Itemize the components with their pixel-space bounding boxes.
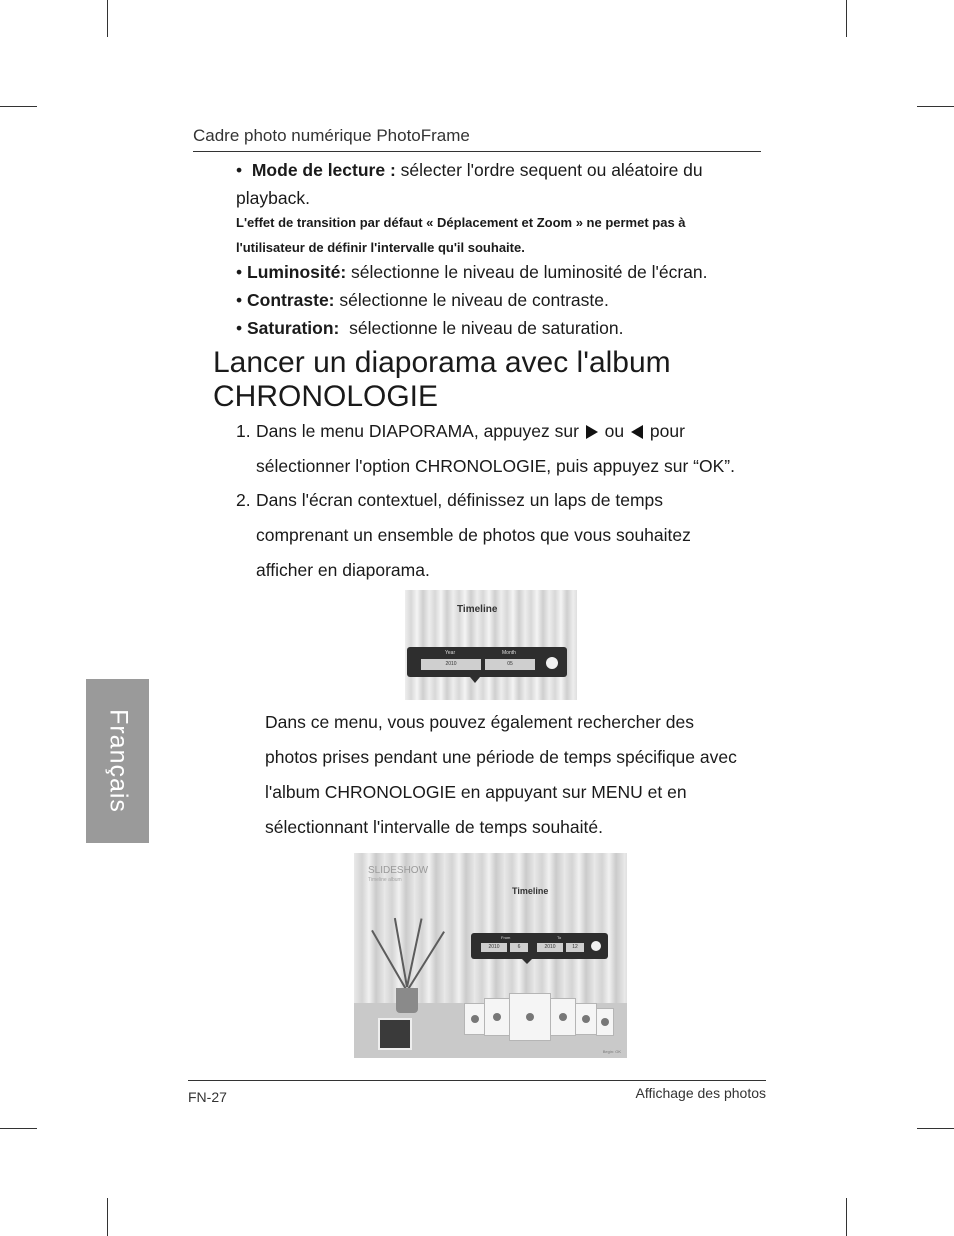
album-icon bbox=[471, 1015, 479, 1023]
section-title bbox=[213, 346, 671, 414]
crop-mark bbox=[917, 1128, 954, 1129]
step-text: sélectionner l'option CHRONOLOGIE, puis appuyez sur “OK”. bbox=[256, 456, 735, 476]
year-label: Year bbox=[445, 650, 456, 656]
playback-mode-label: Mode de lecture : bbox=[251, 160, 396, 180]
section-title-line1: Lancer un diaporama avec l'album bbox=[213, 346, 671, 379]
arrow-left-icon bbox=[631, 425, 643, 439]
to-year-field: 2010 bbox=[537, 943, 563, 952]
option-contrast bbox=[236, 286, 609, 314]
popup-pointer bbox=[470, 677, 480, 683]
step-text: comprenant un ensemble de photos que vous souhaitez bbox=[256, 525, 691, 545]
bullet: • bbox=[236, 160, 252, 180]
screenshot-title: Timeline bbox=[512, 886, 549, 896]
step-text: ou bbox=[604, 421, 625, 441]
arrow-right-icon bbox=[586, 425, 598, 439]
screenshot-title: Timeline bbox=[457, 604, 498, 615]
album-icon bbox=[601, 1018, 609, 1026]
step-number: 1. bbox=[236, 421, 251, 441]
photo-frame-icon bbox=[378, 1018, 412, 1050]
year-field: 2010 bbox=[421, 659, 481, 670]
header-title: Cadre photo numérique PhotoFrame bbox=[193, 126, 470, 145]
plant-pot bbox=[396, 988, 418, 1013]
language-label: Français bbox=[104, 709, 132, 813]
to-month-field: 12 bbox=[566, 943, 584, 952]
from-label: From bbox=[501, 935, 511, 940]
playback-mode-item bbox=[236, 156, 756, 212]
album-icon bbox=[493, 1013, 501, 1021]
section-title-line2: CHRONOLOGIE bbox=[213, 380, 439, 413]
month-label: Month bbox=[502, 650, 516, 656]
ok-icon bbox=[546, 657, 558, 669]
crop-mark bbox=[846, 1198, 847, 1236]
album-icon bbox=[559, 1013, 567, 1021]
to-label: To bbox=[557, 935, 562, 940]
screenshot-footer: Begin: OK bbox=[602, 1049, 621, 1054]
page-header bbox=[193, 126, 761, 152]
popup-pointer bbox=[522, 959, 532, 964]
step-text: afficher en diaporama. bbox=[256, 560, 430, 580]
album-icon bbox=[526, 1013, 534, 1021]
crop-mark bbox=[917, 106, 954, 107]
crop-mark bbox=[107, 1198, 108, 1236]
playback-mode-text: sélecter l'ordre sequent ou aléatoire du playback. bbox=[236, 160, 708, 208]
screenshot-brand-sub: Timeline album bbox=[368, 877, 402, 883]
paragraph-line: sélectionnant l'intervalle de temps souhaité. bbox=[265, 817, 603, 837]
option-text: sélectionne le niveau de saturation. bbox=[339, 318, 624, 338]
crop-mark bbox=[0, 1128, 37, 1129]
option-luminosity bbox=[236, 258, 708, 286]
from-month-field: 6 bbox=[510, 943, 528, 952]
option-label: Contraste: bbox=[247, 290, 335, 310]
step-2 bbox=[236, 483, 776, 588]
plant-leaf bbox=[394, 918, 408, 987]
bullet: • bbox=[236, 290, 247, 310]
timeline-popup bbox=[407, 647, 567, 677]
slideshow-screenshot bbox=[354, 853, 627, 1058]
step-text: Dans le menu DIAPORAMA, appuyez sur bbox=[256, 421, 579, 441]
album-icon bbox=[582, 1015, 590, 1023]
bullet: • bbox=[236, 262, 247, 282]
timeline-screenshot bbox=[405, 590, 577, 700]
footer-section: Affichage des photos bbox=[635, 1085, 766, 1101]
album-card bbox=[550, 998, 576, 1036]
option-text: sélectionne le niveau de luminosité de l'écran. bbox=[346, 262, 708, 282]
option-saturation bbox=[236, 314, 623, 342]
option-label: Saturation: bbox=[247, 318, 340, 338]
crop-mark bbox=[107, 0, 108, 37]
album-card bbox=[484, 998, 510, 1036]
step-text: pour bbox=[649, 421, 685, 441]
bullet: • bbox=[236, 318, 247, 338]
screenshot-brand: SLIDESHOW bbox=[368, 865, 429, 876]
album-card bbox=[575, 1003, 597, 1035]
ok-icon bbox=[591, 941, 601, 951]
album-card bbox=[464, 1003, 486, 1035]
option-label: Luminosité: bbox=[247, 262, 347, 282]
search-paragraph bbox=[265, 705, 785, 845]
step-text: Dans l'écran contextuel, définissez un laps de temps bbox=[256, 490, 664, 510]
step-1 bbox=[236, 414, 776, 484]
option-text: sélectionne le niveau de contraste. bbox=[334, 290, 609, 310]
transition-note: L'effet de transition par défaut « Déplacement et Zoom » ne permet pas à l'utilisateur de définir l'intervalle qu'il souhaite. bbox=[236, 215, 686, 255]
album-card bbox=[509, 993, 551, 1041]
paragraph-line: Dans ce menu, vous pouvez également rechercher des bbox=[265, 712, 694, 732]
paragraph-line: photos prises pendant une période de temps spécifique avec bbox=[265, 747, 737, 767]
page-footer bbox=[188, 1080, 766, 1105]
album-card bbox=[596, 1008, 614, 1036]
page-number: FN-27 bbox=[188, 1089, 227, 1105]
crop-mark bbox=[846, 0, 847, 37]
month-field: 05 bbox=[485, 659, 535, 670]
paragraph-line: l'album CHRONOLOGIE en appuyant sur MENU et en bbox=[265, 782, 687, 802]
crop-mark bbox=[0, 106, 37, 107]
timeline-popup bbox=[471, 933, 608, 959]
step-number: 2. bbox=[236, 490, 251, 510]
language-tab bbox=[86, 679, 149, 843]
from-year-field: 2010 bbox=[481, 943, 507, 952]
